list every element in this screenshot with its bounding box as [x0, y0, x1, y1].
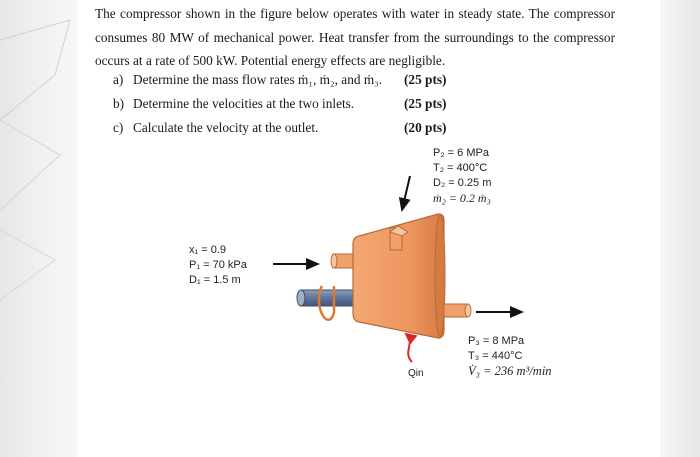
question-a-text: Determine the mass flow rates ṁ₁, ṁ₂, and ṁ₃. [133, 72, 383, 87]
inlet2-arrow [402, 176, 410, 210]
inlet2-mass-flow-relation: ṁ₂ = 0.2 ṁ₃ [433, 191, 491, 205]
compressor-back-face [435, 214, 445, 338]
question-b-letter: b) [113, 96, 125, 111]
shaft [297, 290, 361, 306]
inlet2-pressure: P₂ = 6 MPa [433, 147, 489, 159]
outlet3-pressure: P₃ = 8 MPa [468, 335, 525, 347]
question-a-points: (25 pts) [404, 72, 447, 87]
inlet1-pressure: P₁ = 70 kPa [189, 259, 247, 271]
question-a-letter: a) [113, 72, 124, 87]
problem-paragraph: The compressor shown in the figure below operates with water in steady state. The compressor consumes 80 MW of mechanical power. Heat transfer from the surroundings to the compressor occurs at a rate of 500 kW. Potential energy effects are negligible. [95, 6, 615, 68]
inlet1-quality: x₁ = 0.9 [189, 244, 227, 256]
inlet2-temperature: T₂ = 400°C [433, 162, 488, 174]
heat-input-label: Qin [408, 368, 424, 379]
question-b-points: (25 pts) [404, 96, 447, 111]
question-c-text: Calculate the velocity at the outlet. [133, 120, 319, 135]
heat-input-arrow [406, 334, 412, 362]
outlet3-temperature: T₃ = 440°C [468, 350, 523, 362]
inlet2-diameter: D₂ = 0.25 m [433, 177, 492, 189]
outlet3-pipe [444, 304, 471, 317]
question-b-text: Determine the velocities at the two inlets. [133, 96, 355, 111]
outlet3-volume-flow: V̇₃ = 236 m³/min [468, 364, 552, 378]
question-c-points: (20 pts) [404, 120, 447, 135]
question-c-letter: c) [113, 120, 124, 135]
inlet1-diameter: D₁ = 1.5 m [189, 274, 241, 286]
